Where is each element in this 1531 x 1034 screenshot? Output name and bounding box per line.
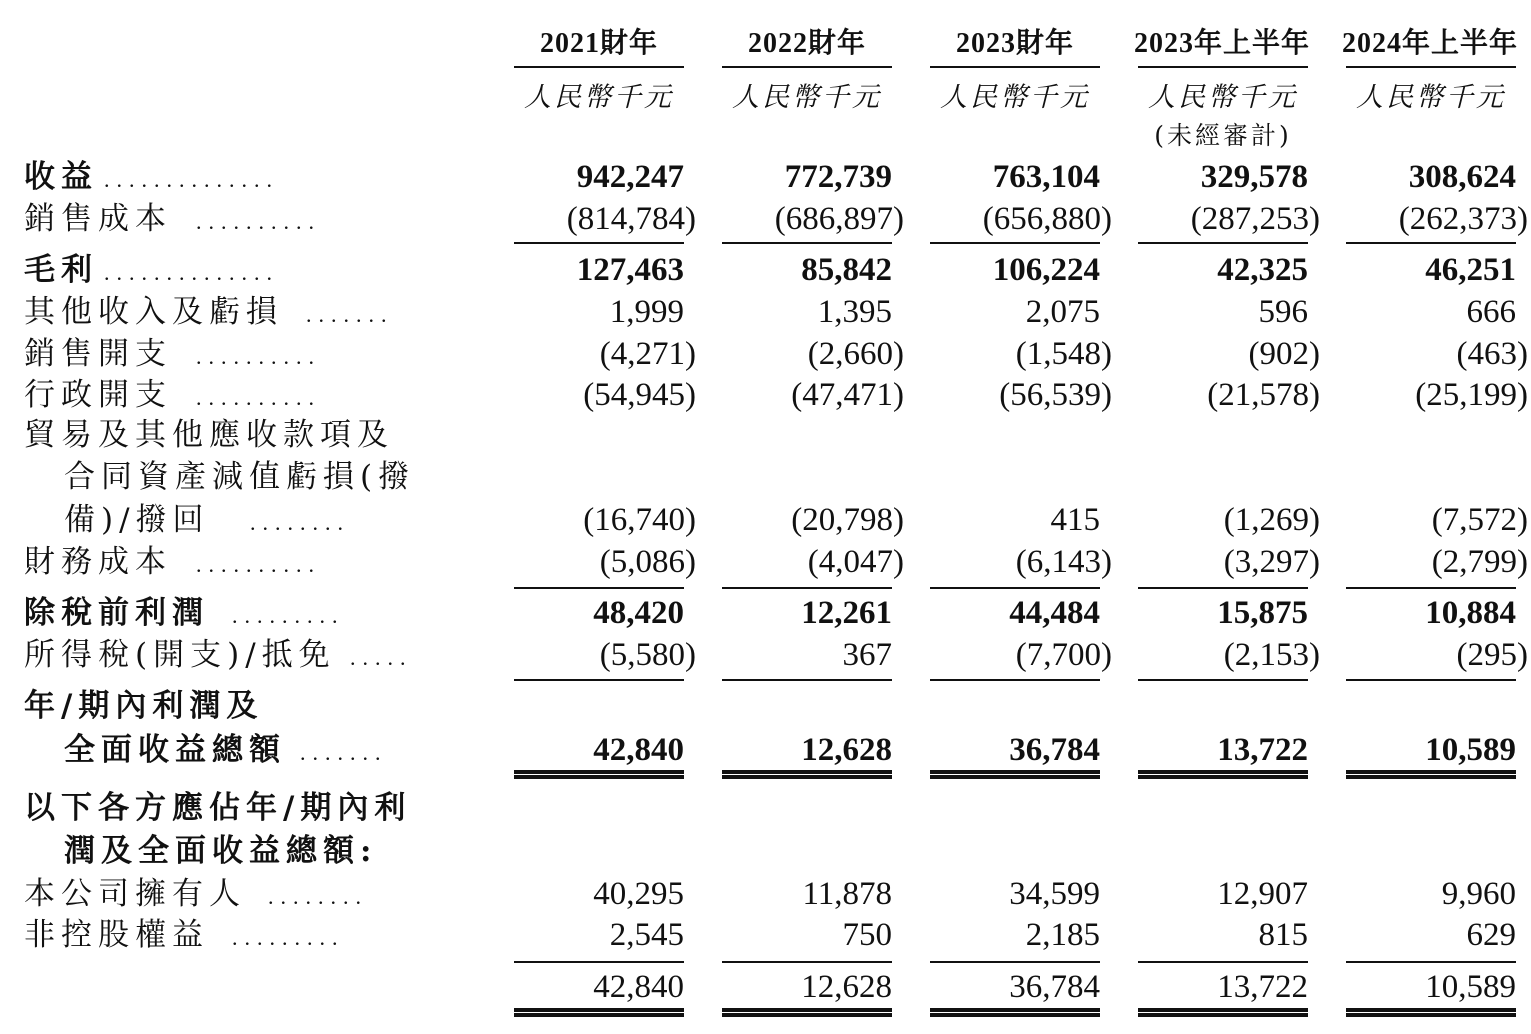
total-double-rule xyxy=(722,770,892,779)
dot-leader: .............. xyxy=(104,260,279,285)
table-cell: 42,325 xyxy=(1217,252,1308,288)
table-cell: 2,185 xyxy=(1025,917,1100,953)
subtotal-rule xyxy=(722,679,892,681)
header-rule xyxy=(930,66,1100,68)
dot-leader: ....... xyxy=(300,740,388,765)
table-cell: 1,999 xyxy=(609,294,684,330)
table-cell: (20,798) xyxy=(791,502,904,538)
table-cell: 13,722 xyxy=(1217,969,1308,1005)
row-label-revenue: 收益 xyxy=(24,159,98,195)
subtotal-rule xyxy=(514,961,684,963)
total-double-rule xyxy=(930,1008,1100,1017)
table-cell: 942,247 xyxy=(576,159,684,195)
row-label-attributable-line1: 以下各方應佔年/期內利 xyxy=(24,790,412,826)
column-note: (未經審計) xyxy=(1154,121,1292,150)
total-double-rule xyxy=(1346,1008,1516,1017)
dot-leader: .......... xyxy=(196,209,321,234)
header-rule xyxy=(1346,66,1516,68)
subtotal-rule xyxy=(514,242,684,244)
subtotal-rule xyxy=(1346,587,1516,589)
table-cell: (2,660) xyxy=(807,336,904,372)
table-cell: 772,739 xyxy=(784,159,892,195)
column-unit: 人民幣千元 xyxy=(732,82,882,113)
row-label-impairment-line1: 貿易及其他應收款項及 xyxy=(24,417,394,453)
total-double-rule xyxy=(1346,770,1516,779)
table-cell: 2,075 xyxy=(1025,294,1100,330)
subtotal-rule xyxy=(514,587,684,589)
dot-leader: .......... xyxy=(196,344,321,369)
table-cell: 46,251 xyxy=(1425,252,1516,288)
table-cell: 2,545 xyxy=(609,917,684,953)
subtotal-rule xyxy=(1346,679,1516,681)
table-cell: 10,884 xyxy=(1425,595,1516,631)
subtotal-rule xyxy=(1138,961,1308,963)
subtotal-rule xyxy=(1138,242,1308,244)
table-cell: (25,199) xyxy=(1415,377,1528,413)
dot-leader: .......... xyxy=(196,385,321,410)
table-cell: (3,297) xyxy=(1223,544,1320,580)
subtotal-rule xyxy=(1346,961,1516,963)
subtotal-rule xyxy=(514,679,684,681)
table-cell: (656,880) xyxy=(982,201,1112,237)
row-label-selling-expenses: 銷售開支 xyxy=(24,336,172,372)
row-label-income-tax: 所得稅(開支)/抵免 xyxy=(24,637,336,673)
subtotal-rule xyxy=(722,587,892,589)
dot-leader: ......... xyxy=(232,603,345,628)
row-label-admin-expenses: 行政開支 xyxy=(24,377,172,413)
table-cell: 40,295 xyxy=(593,876,684,912)
subtotal-rule xyxy=(930,242,1100,244)
table-cell: (4,047) xyxy=(807,544,904,580)
row-label-attributable-line2: 潤及全面收益總額: xyxy=(64,833,378,869)
table-cell: (295) xyxy=(1456,637,1528,673)
subtotal-rule xyxy=(930,587,1100,589)
table-cell: 329,578 xyxy=(1200,159,1308,195)
row-label-impairment-line3: 備)/撥回 xyxy=(64,502,210,538)
table-cell: 415 xyxy=(1050,502,1100,538)
table-cell: 13,722 xyxy=(1217,732,1308,768)
total-double-rule xyxy=(1138,770,1308,779)
subtotal-rule xyxy=(1138,679,1308,681)
table-cell: 36,784 xyxy=(1009,732,1100,768)
dot-leader: ........ xyxy=(250,510,350,535)
table-cell: 1,395 xyxy=(817,294,892,330)
column-year: 2023財年 xyxy=(955,28,1074,59)
header-rule xyxy=(1138,66,1308,68)
table-cell: (463) xyxy=(1456,336,1528,372)
table-cell: 308,624 xyxy=(1408,159,1516,195)
column-unit: 人民幣千元 xyxy=(524,82,674,113)
table-cell: 127,463 xyxy=(576,252,684,288)
table-cell: 12,628 xyxy=(801,732,892,768)
row-label-finance-costs: 財務成本 xyxy=(24,544,172,580)
table-cell: 15,875 xyxy=(1217,595,1308,631)
table-cell: 34,599 xyxy=(1009,876,1100,912)
table-cell: (7,572) xyxy=(1431,502,1528,538)
table-cell: (902) xyxy=(1248,336,1320,372)
table-cell: (2,153) xyxy=(1223,637,1320,673)
subtotal-rule xyxy=(930,961,1100,963)
table-cell: 666 xyxy=(1466,294,1516,330)
table-cell: (7,700) xyxy=(1015,637,1112,673)
dot-leader: ........ xyxy=(268,884,368,909)
table-cell: (21,578) xyxy=(1207,377,1320,413)
subtotal-rule xyxy=(1346,242,1516,244)
table-cell: (686,897) xyxy=(774,201,904,237)
row-label-cost-of-sales: 銷售成本 xyxy=(24,201,172,237)
table-cell: (5,580) xyxy=(599,637,696,673)
table-cell: (287,253) xyxy=(1190,201,1320,237)
table-cell: (814,784) xyxy=(566,201,696,237)
table-cell: 596 xyxy=(1258,294,1308,330)
row-label-profit-total-line2: 全面收益總額 xyxy=(64,732,286,768)
header-rule xyxy=(722,66,892,68)
column-year: 2022財年 xyxy=(747,28,866,59)
table-cell: 36,784 xyxy=(1009,969,1100,1005)
total-double-rule xyxy=(722,1008,892,1017)
subtotal-rule xyxy=(930,679,1100,681)
row-label-gross-profit: 毛利 xyxy=(24,252,98,288)
table-cell: (4,271) xyxy=(599,336,696,372)
table-cell: 48,420 xyxy=(593,595,684,631)
table-cell: 85,842 xyxy=(801,252,892,288)
dot-leader: ..... xyxy=(350,645,413,670)
table-cell: (47,471) xyxy=(791,377,904,413)
table-cell: (5,086) xyxy=(599,544,696,580)
row-label-other-income: 其他收入及虧損 xyxy=(24,294,283,330)
column-year: 2024年上半年 xyxy=(1341,28,1518,59)
table-cell: 10,589 xyxy=(1425,969,1516,1005)
table-cell: (1,548) xyxy=(1015,336,1112,372)
subtotal-rule xyxy=(722,961,892,963)
table-cell: (262,373) xyxy=(1398,201,1528,237)
table-cell: 9,960 xyxy=(1441,876,1516,912)
column-unit: 人民幣千元 xyxy=(1356,82,1506,113)
table-cell: 12,628 xyxy=(801,969,892,1005)
table-cell: 367 xyxy=(842,637,892,673)
table-cell: 12,907 xyxy=(1217,876,1308,912)
column-unit: 人民幣千元 xyxy=(1148,82,1298,113)
table-cell: (1,269) xyxy=(1223,502,1320,538)
dot-leader: ....... xyxy=(306,302,394,327)
column-year: 2023年上半年 xyxy=(1133,28,1310,59)
dot-leader: .............. xyxy=(104,167,279,192)
total-double-rule xyxy=(930,770,1100,779)
table-cell: 763,104 xyxy=(992,159,1100,195)
table-cell: (2,799) xyxy=(1431,544,1528,580)
table-cell: 44,484 xyxy=(1009,595,1100,631)
table-cell: 11,878 xyxy=(802,876,892,912)
table-cell: 10,589 xyxy=(1425,732,1516,768)
subtotal-rule xyxy=(722,242,892,244)
table-cell: 750 xyxy=(842,917,892,953)
table-cell: (6,143) xyxy=(1015,544,1112,580)
table-cell: (56,539) xyxy=(999,377,1112,413)
total-double-rule xyxy=(1138,1008,1308,1017)
table-cell: 12,261 xyxy=(801,595,892,631)
table-cell: 42,840 xyxy=(593,732,684,768)
row-label-profit-total-line1: 年/期內利潤及 xyxy=(24,688,264,724)
row-label-profit-before-tax: 除稅前利潤 xyxy=(24,595,209,631)
table-cell: 106,224 xyxy=(992,252,1100,288)
row-label-non-controlling: 非控股權益 xyxy=(24,917,209,953)
column-year: 2021財年 xyxy=(539,28,658,59)
table-cell: (16,740) xyxy=(583,502,696,538)
dot-leader: .......... xyxy=(196,552,321,577)
row-label-impairment-line2: 合同資產減值虧損(撥 xyxy=(64,459,416,495)
subtotal-rule xyxy=(1138,587,1308,589)
table-cell: 42,840 xyxy=(593,969,684,1005)
row-label-owners: 本公司擁有人 xyxy=(24,876,246,912)
table-cell: 629 xyxy=(1466,917,1516,953)
dot-leader: ......... xyxy=(232,925,345,950)
total-double-rule xyxy=(514,1008,684,1017)
total-double-rule xyxy=(514,770,684,779)
table-cell: (54,945) xyxy=(583,377,696,413)
column-unit: 人民幣千元 xyxy=(940,82,1090,113)
header-rule xyxy=(514,66,684,68)
table-cell: 815 xyxy=(1258,917,1308,953)
